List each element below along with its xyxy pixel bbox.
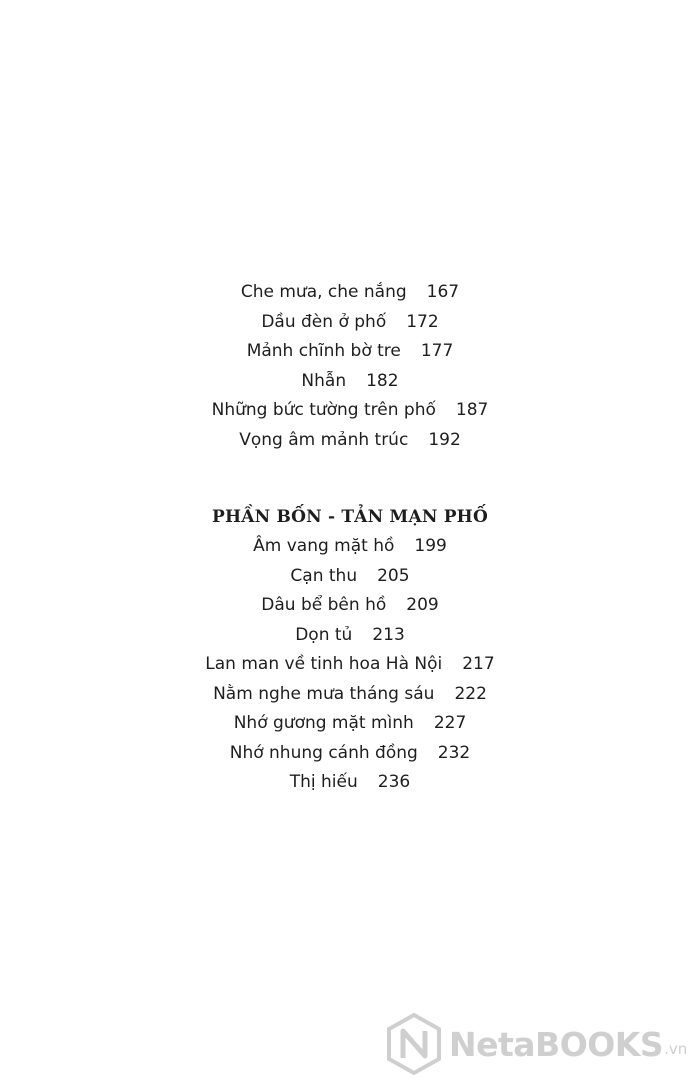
toc-entry (0, 709, 700, 739)
toc-entry-title: Nằm nghe mưa tháng sáu (213, 683, 435, 704)
toc-entry (0, 278, 700, 308)
toc-entry-page: 209 (406, 595, 439, 615)
toc-entry-page: 232 (437, 742, 471, 763)
neta-logo-icon (385, 1012, 443, 1076)
toc-entry-title: Che mưa, che nắng (240, 282, 407, 302)
toc-entry-title: Dọn tủ (295, 624, 353, 645)
toc-entry-page: 236 (377, 772, 411, 792)
toc-entry-title: Nhớ gương mặt mình (233, 713, 414, 733)
toc-entry-title: Dầu đèn ở phố (261, 311, 387, 332)
toc-list-part-four (0, 502, 700, 798)
toc-entry (0, 650, 700, 680)
toc-entry-page: 213 (372, 624, 405, 645)
toc-entry-title: Lan man về tinh hoa Hà Nội (205, 654, 443, 674)
toc-entry (0, 396, 700, 426)
toc-entry (0, 562, 700, 592)
watermark-brand: NetaBOOKS (449, 1024, 664, 1064)
toc-entry-page: 222 (454, 683, 487, 704)
toc-entry (0, 308, 700, 338)
toc-entry (0, 367, 700, 397)
toc-entry-title: Nhớ nhung cánh đồng (229, 742, 418, 763)
toc-entry-page: 187 (455, 400, 489, 420)
toc-entry-title: Âm vang mặt hồ (253, 536, 395, 556)
toc-list-part-three (0, 278, 700, 455)
toc-entry-page: 205 (377, 565, 410, 586)
toc-entry-page: 177 (420, 341, 454, 361)
section-heading: PHẦN BỐN - TẢN MẠN PHỐ (212, 507, 488, 527)
watermark (385, 1012, 687, 1076)
watermark-tld: .vn (664, 1040, 688, 1058)
toc-entry-page: 192 (428, 429, 461, 450)
toc-entry (0, 680, 700, 710)
toc-entry-title: Vọng âm mảnh trúc (239, 429, 409, 450)
toc-entry-title: Thị hiếu (289, 772, 358, 792)
toc-entry (0, 621, 700, 651)
toc-entry-title: Cạn thu (290, 565, 358, 586)
toc-entry (0, 426, 700, 456)
toc-entry-page: 172 (406, 311, 439, 332)
toc-entry-page: 167 (426, 282, 460, 302)
toc-entry (0, 768, 700, 798)
toc-entry-title: Nhẫn (301, 370, 347, 391)
toc-entry-page: 182 (366, 370, 399, 391)
toc-entry-title: Mảnh chĩnh bờ tre (246, 341, 401, 361)
toc-entry (0, 591, 700, 621)
toc-entry (0, 739, 700, 769)
toc-entry (0, 532, 700, 562)
toc-entry-title: Dâu bể bên hồ (261, 595, 387, 615)
toc-entry-page: 217 (462, 654, 495, 674)
toc-entry (0, 337, 700, 367)
toc-entry-title: Những bức tường trên phố (211, 400, 436, 420)
toc-entry-page: 199 (414, 536, 447, 556)
toc-entry-page: 227 (433, 713, 467, 733)
